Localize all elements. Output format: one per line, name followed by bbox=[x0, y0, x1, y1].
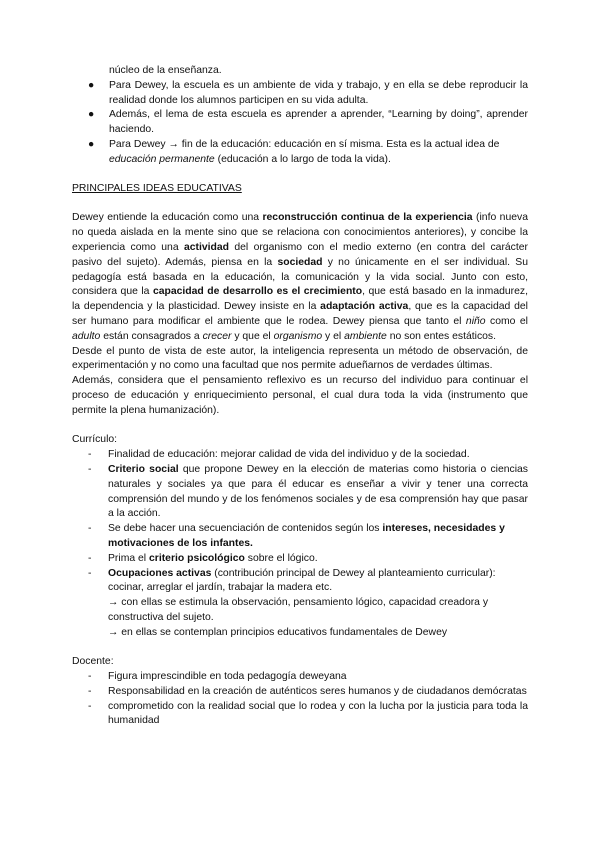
docente-label: Docente: bbox=[72, 656, 114, 668]
list-item: - Responsabilidad en la creación de auténticos seres humanos y de ciudadanos demócratas bbox=[72, 685, 528, 700]
list-item: - Figura imprescindible en toda pedagogía deweyana bbox=[72, 670, 528, 685]
bullet-marker: ● bbox=[88, 109, 95, 121]
bullet-marker: ● bbox=[88, 138, 95, 150]
section-heading: PRINCIPALES IDEAS EDUCATIVAS bbox=[72, 182, 242, 194]
curriculo-list bbox=[72, 448, 528, 640]
list-item: - Finalidad de educación: mejorar calidad de vida del individuo y de la sociedad. bbox=[72, 448, 528, 463]
bullet-marker: ● bbox=[88, 79, 95, 91]
dash-marker: - bbox=[88, 685, 92, 697]
dash-marker: - bbox=[88, 523, 92, 535]
dash-marker: - bbox=[88, 567, 92, 579]
list-item: - Criterio social que propone Dewey en la elección de materias como historia o ciencias naturales y sociales ya que para él educar es enseñar a vivir y tener una correcta comprensión del mundo y de los fenómenos sociales y de esa comprensión hay que pasar a la acción. bbox=[88, 463, 528, 520]
list-item: ● Además, el lema de esta escuela es aprender a aprender, “Learning by doing”, aprender haciendo. bbox=[88, 109, 528, 136]
paragraph: Desde el punto de vista de este autor, la inteligencia representa un método de observación, de experimentación y no como una facultad que nos permite adueñarnos de verdades últimas. bbox=[72, 345, 528, 372]
document-page bbox=[72, 64, 528, 729]
docente-list bbox=[72, 670, 528, 729]
dash-marker: - bbox=[88, 671, 92, 683]
bullet-list bbox=[72, 79, 528, 168]
dash-marker: - bbox=[88, 552, 92, 564]
paragraph: Dewey entiende la educación como una reconstrucción continua de la experiencia (info nueva no queda aislada en la mente sino que se relaciona con conocimientos anteriores), y concibe la experiencia como una actividad del organismo con el medio externo (en contra del carácter pasivo del sujeto). Además, piensa en la sociedad y no únicamente en el ser individual. Su pedagogía está basada en la educación, la comunicación y la vida social. Junto con esto, considera que la capacidad de desarrollo es el crecimiento, que está basado en la inmadurez, la dependencia y la plasticidad. Dewey insiste en la adaptación activa, que es la capacidad del ser humano para modificar el ambiente que le rodea. Dewey piensa que tanto el niño como el adulto están consagrados a crecer y que el organismo y el ambiente no son entes estáticos. bbox=[72, 212, 529, 342]
list-item: - comprometido con la realidad social que lo rodea y con la lucha por la justicia para toda la humanidad bbox=[88, 700, 528, 727]
bullet-continuation: núcleo de la enseñanza. bbox=[109, 65, 222, 76]
paragraph: Además, considera que el pensamiento reflexivo es un recurso del individuo para continuar el proceso de educación y enriquecimiento personal, el cual dura toda la vida (instrumento que permite la plena humanización). bbox=[72, 375, 528, 416]
arrow-note: → con ellas se estimula la observación, pensamiento lógico, capacidad creadora y constructiva del sujeto. bbox=[108, 597, 489, 623]
list-item: ● Para Dewey → fin de la educación: educación en sí misma. Esta es la actual idea de educación permanente (educación a lo largo de toda la vida). bbox=[88, 138, 500, 165]
dash-marker: - bbox=[88, 449, 92, 461]
dash-marker: - bbox=[88, 700, 92, 712]
arrow-note: → en ellas se contemplan principios educativos fundamentales de Dewey bbox=[108, 626, 448, 638]
list-item: - Prima el criterio psicológico sobre el lógico. bbox=[72, 552, 528, 567]
list-item: ● Para Dewey, la escuela es un ambiente de vida y trabajo, y en ella se debe reproducir la realidad donde los alumnos participen en su vida adulta. bbox=[88, 79, 528, 106]
curriculo-label: Currículo: bbox=[72, 434, 118, 446]
list-item: - Ocupaciones activas (contribución principal de Dewey al planteamiento curricular): cocinar, arreglar el jardín, trabajar la madera etc. → con ellas se estimula la observación, pensamiento lógico, capacidad creadora y constructiva del sujeto. → en ellas se contemplan principios educativos fundamentales de Dewey bbox=[72, 567, 528, 641]
list-item: - Se debe hacer una secuenciación de contenidos según los intereses, necesidades y motivaciones de los infantes. bbox=[88, 523, 505, 549]
dash-marker: - bbox=[88, 463, 92, 475]
